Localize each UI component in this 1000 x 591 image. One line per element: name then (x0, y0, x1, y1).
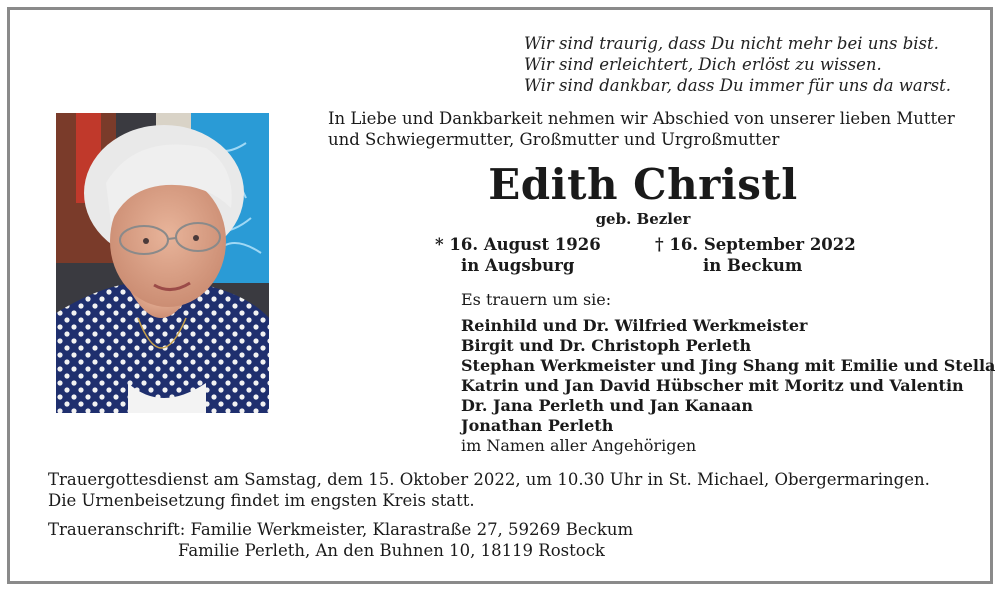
portrait-photo (56, 113, 269, 413)
deceased-name: Edith Christl (488, 160, 798, 209)
mourners-footer: im Namen aller Angehörigen (461, 436, 697, 455)
service-line: Die Urnenbeisetzung findet im engsten Kreis statt. (48, 491, 475, 510)
mourners-heading: Es trauern um sie: (461, 290, 612, 309)
death-place: in Beckum (703, 256, 803, 275)
address-line: Familie Perleth, An den Buhnen 10, 18119 Rostock (178, 541, 605, 560)
poem-line: Wir sind traurig, dass Du nicht mehr bei uns bist. (523, 34, 939, 53)
poem (524, 33, 951, 96)
mourning-address (48, 519, 633, 561)
death-block (655, 234, 856, 276)
mourners-block (461, 290, 995, 456)
poem-line: Wir sind dankbar, dass Du immer für uns da warst. (523, 76, 951, 95)
mourner-entry: Katrin und Jan David Hübscher mit Moritz und Valentin (461, 376, 964, 395)
service-line: Trauergottesdienst am Samstag, dem 15. Oktober 2022, um 10.30 Uhr in St. Michael, Obergermaringen. (48, 470, 930, 489)
intro-text: In Liebe und Dankbarkeit nehmen wir Abschied von unserer lieben Mutter und Schwiegermutter, Großmutter und Urgroßmutter (328, 109, 955, 149)
mourner-entry: Stephan Werkmeister und Jing Shang mit Emilie und Stella (461, 356, 996, 375)
birth-date: * 16. August 1926 (435, 235, 601, 254)
address-line: Traueranschrift: Familie Werkmeister, Klarastraße 27, 59269 Beckum (48, 520, 634, 539)
maiden-name: geb. Bezler (595, 210, 691, 228)
mourner-entry: Birgit und Dr. Christoph Perleth (461, 336, 752, 355)
mourner-entry: Reinhild und Dr. Wilfried Werkmeister (461, 316, 808, 335)
birth-place: in Augsburg (461, 256, 575, 275)
poem-line: Wir sind erleichtert, Dich erlöst zu wissen. (523, 55, 882, 74)
death-date: † 16. September 2022 (655, 235, 856, 254)
service-info (48, 469, 930, 511)
mourner-entry: Jonathan Perleth (461, 416, 614, 435)
birth-block (435, 234, 601, 276)
mourner-entry: Dr. Jana Perleth und Jan Kanaan (461, 396, 753, 415)
